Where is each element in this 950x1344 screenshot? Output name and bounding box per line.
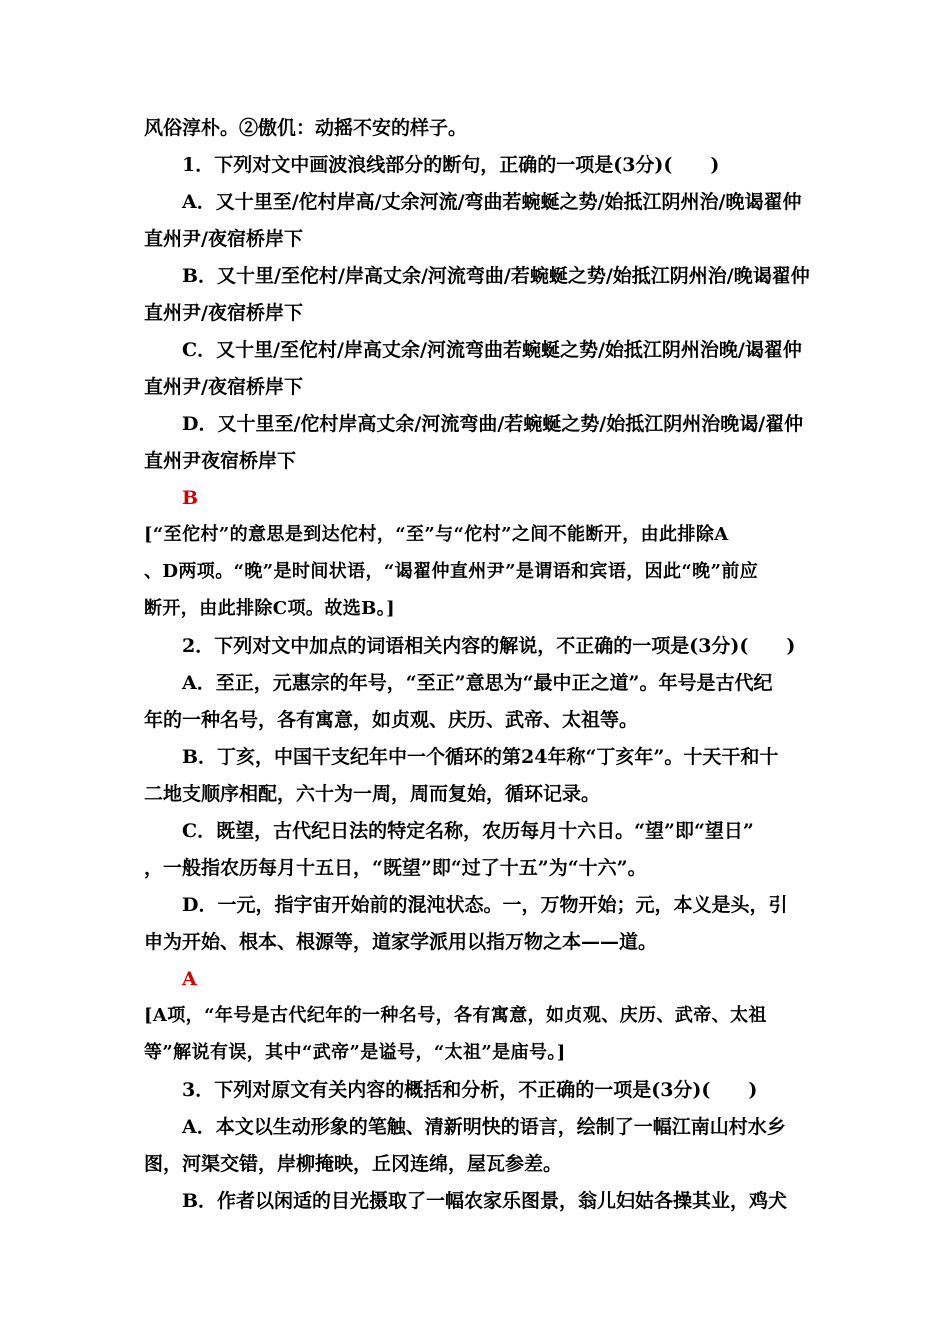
question-2-option-c-cont: ，一般指农历每月十五日，“既望”即“过了十五”为“十六”。	[144, 857, 647, 879]
question-1-explanation-line-1: [“至佗村”的意思是到达佗村，“至”与“佗村”之间不能断开，由此排除A	[144, 524, 729, 545]
question-1-explanation-line-3: 断开，由此排除C项。故选B。]	[144, 598, 396, 619]
question-2-answer: A	[182, 968, 197, 990]
question-2-option-a: A．至正，元惠宗的年号，“至正”意思为“最中正之道”。年号是古代纪	[182, 672, 773, 694]
question-2-explanation-line-2: 等”解说有误，其中“武帝”是谥号，“太祖”是庙号。]	[144, 1042, 566, 1063]
question-2-option-a-cont: 年的一种名号，各有寓意，如贞观、庆历、武帝、太祖等。	[144, 709, 639, 731]
question-1-option-c: C．又十里/至佗村/岸高丈余/河流弯曲若蜿蜒之势/始抵江阴州治晚/谒翟仲	[182, 339, 802, 361]
question-2-explanation-line-1: [A项，“年号是古代纪年的一种名号，各有寓意，如贞观、庆历、武帝、太祖	[144, 1005, 767, 1026]
question-1-option-a-cont: 直州尹/夜宿桥岸下	[144, 228, 303, 250]
question-1-stem: 1．下列对文中画波浪线部分的断句，正确的一项是(3分)( )	[182, 154, 720, 176]
question-2-option-d: D．一元，指宇宙开始前的混沌状态。一，万物开始；元，本义是头，引	[182, 894, 788, 916]
text-line-intro-note: 风俗淳朴。②傲仉：动摇不安的样子。	[144, 117, 468, 139]
question-1-option-b: B．又十里/至佗村/岸高丈余/河流弯曲/若蜿蜒之势/始抵江阴州治/晚谒翟仲	[182, 265, 810, 287]
question-1-option-d: D．又十里至/佗村岸高丈余/河流弯曲/若蜿蜒之势/始抵江阴州治晚谒/翟仲	[182, 413, 804, 435]
question-2-option-b-cont: 二地支顺序相配，六十为一周，周而复始，循环记录。	[144, 783, 601, 805]
question-1-explanation-line-2: 、D两项。“晚”是时间状语，“谒翟仲直州尹”是谓语和宾语，因此“晚”前应	[144, 561, 759, 582]
question-2-stem: 2．下列对文中加点的词语相关内容的解说，不正确的一项是(3分)( )	[182, 635, 796, 657]
question-3-stem: 3．下列对原文有关内容的概括和分析，不正确的一项是(3分)( )	[182, 1079, 758, 1101]
question-3-option-a-cont: 图，河渠交错，岸柳掩映，丘冈连绵，屋瓦参差。	[144, 1153, 563, 1175]
question-2-option-c: C．既望，古代纪日法的特定名称，农历每月十六日。“望”即“望日”	[182, 820, 754, 842]
question-1-answer: B	[182, 487, 199, 509]
question-3-option-b: B．作者以闲适的目光摄取了一幅农家乐图景，翁儿妇姑各操其业，鸡犬	[182, 1190, 788, 1212]
question-1-option-b-cont: 直州尹/夜宿桥岸下	[144, 302, 303, 324]
question-1-option-d-cont: 直州尹夜宿桥岸下	[144, 450, 297, 472]
question-2-option-d-cont: 申为开始、根本、根源等，道家学派用以指万物之本——道。	[144, 931, 658, 953]
question-3-option-a: A．本文以生动形象的笔触、清新明快的语言，绘制了一幅江南山村水乡	[182, 1116, 786, 1138]
question-1-option-a: A．又十里至/佗村岸高/丈余河流/弯曲若蜿蜒之势/始抵江阴州治/晚谒翟仲	[182, 191, 802, 213]
question-2-option-b: B．丁亥，中国干支纪年中一个循环的第24年称“丁亥年”。十天干和十	[182, 746, 779, 768]
question-1-option-c-cont: 直州尹/夜宿桥岸下	[144, 376, 303, 398]
